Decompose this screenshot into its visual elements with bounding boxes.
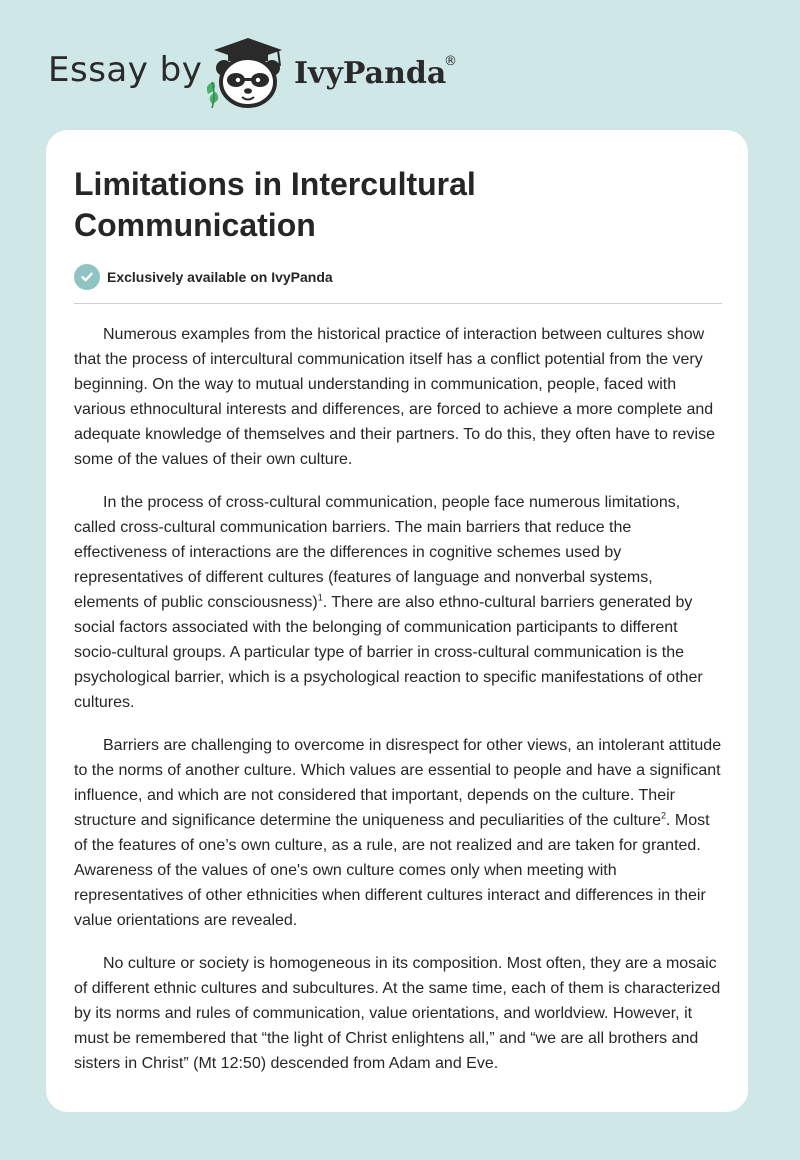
- paragraph-text: In the process of cross-cultural communication, people face numerous limitations, called cross-cultural communication barriers. The main barriers that reduce the effectiveness of interactions are the differences in cognitive schemes used by representatives of different cultures (features of language and nonverbal systems, elements of public consciousness): [74, 494, 681, 611]
- registered-mark: ®: [444, 54, 457, 69]
- divider: [74, 303, 722, 304]
- brand-name: IvyPanda: [294, 56, 447, 91]
- footnote-ref-2[interactable]: 2: [661, 810, 667, 821]
- essay-by-text: Essay by: [48, 50, 203, 90]
- paragraph-text: Numerous examples from the historical practice of interaction between cultures show that the process of intercultural communication itself has a conflict potential from the very beginning. On the way to mutual understanding in communication, people, faced with various ethnocultural interests and differences, are forced to achieve a more complete and adequate knowledge of themselves and their partners. To do this, they often have to revise some of the values of their own culture.: [74, 326, 715, 468]
- paragraph-text: No culture or society is homogeneous in its composition. Most often, they are a mosaic of different ethnic cultures and subcultures. At the same time, each of them is characterized by its norms and rules of communication, value orientations, and worldview. However, it must be remembered that “the light of Christ enlightens all,” and “we are all brothers and sisters in Christ” (Mt 12:50) descended from Adam and Eve.: [74, 955, 721, 1072]
- paragraph-1: [74, 322, 722, 472]
- exclusive-label: Exclusively available on IvyPanda: [107, 269, 333, 285]
- footnote-ref-1[interactable]: 1: [317, 592, 323, 603]
- essay-body: [74, 322, 722, 1094]
- paragraph-2: [74, 490, 722, 715]
- paragraph-3: [74, 733, 722, 933]
- site-header: [0, 0, 800, 130]
- panda-logo-icon[interactable]: [202, 36, 294, 110]
- paragraph-text: . Most of the features of one’s own culture, as a rule, are not realized and are taken for granted. Awareness of the values of one's own culture comes only when meeting with representatives of other ethnicities when different cultures interact and differences in their value orientations are revealed.: [74, 812, 710, 929]
- paragraph-text: Barriers are challenging to overcome in disrespect for other views, an intolerant attitude to the norms of another culture. Which values are essential to people and have a significant influence, and which are not considered that important, depends on the culture. Their structure and significance determine the uniqueness and peculiarities of the culture: [74, 737, 722, 829]
- check-icon: [74, 264, 100, 290]
- paragraph-text: . There are also ethno-cultural barriers generated by social factors associated with the belonging of communication participants to different socio-cultural groups. A particular type of barrier in cross-cultural communication is the psychological barrier, which is a psychological reaction to specific manifestations of other cultures.: [74, 594, 703, 711]
- paragraph-4: [74, 951, 722, 1076]
- exclusive-notice: [74, 264, 333, 290]
- essay-title: Limitations in Intercultural Communication: [74, 166, 476, 243]
- essay-card: [46, 130, 748, 1112]
